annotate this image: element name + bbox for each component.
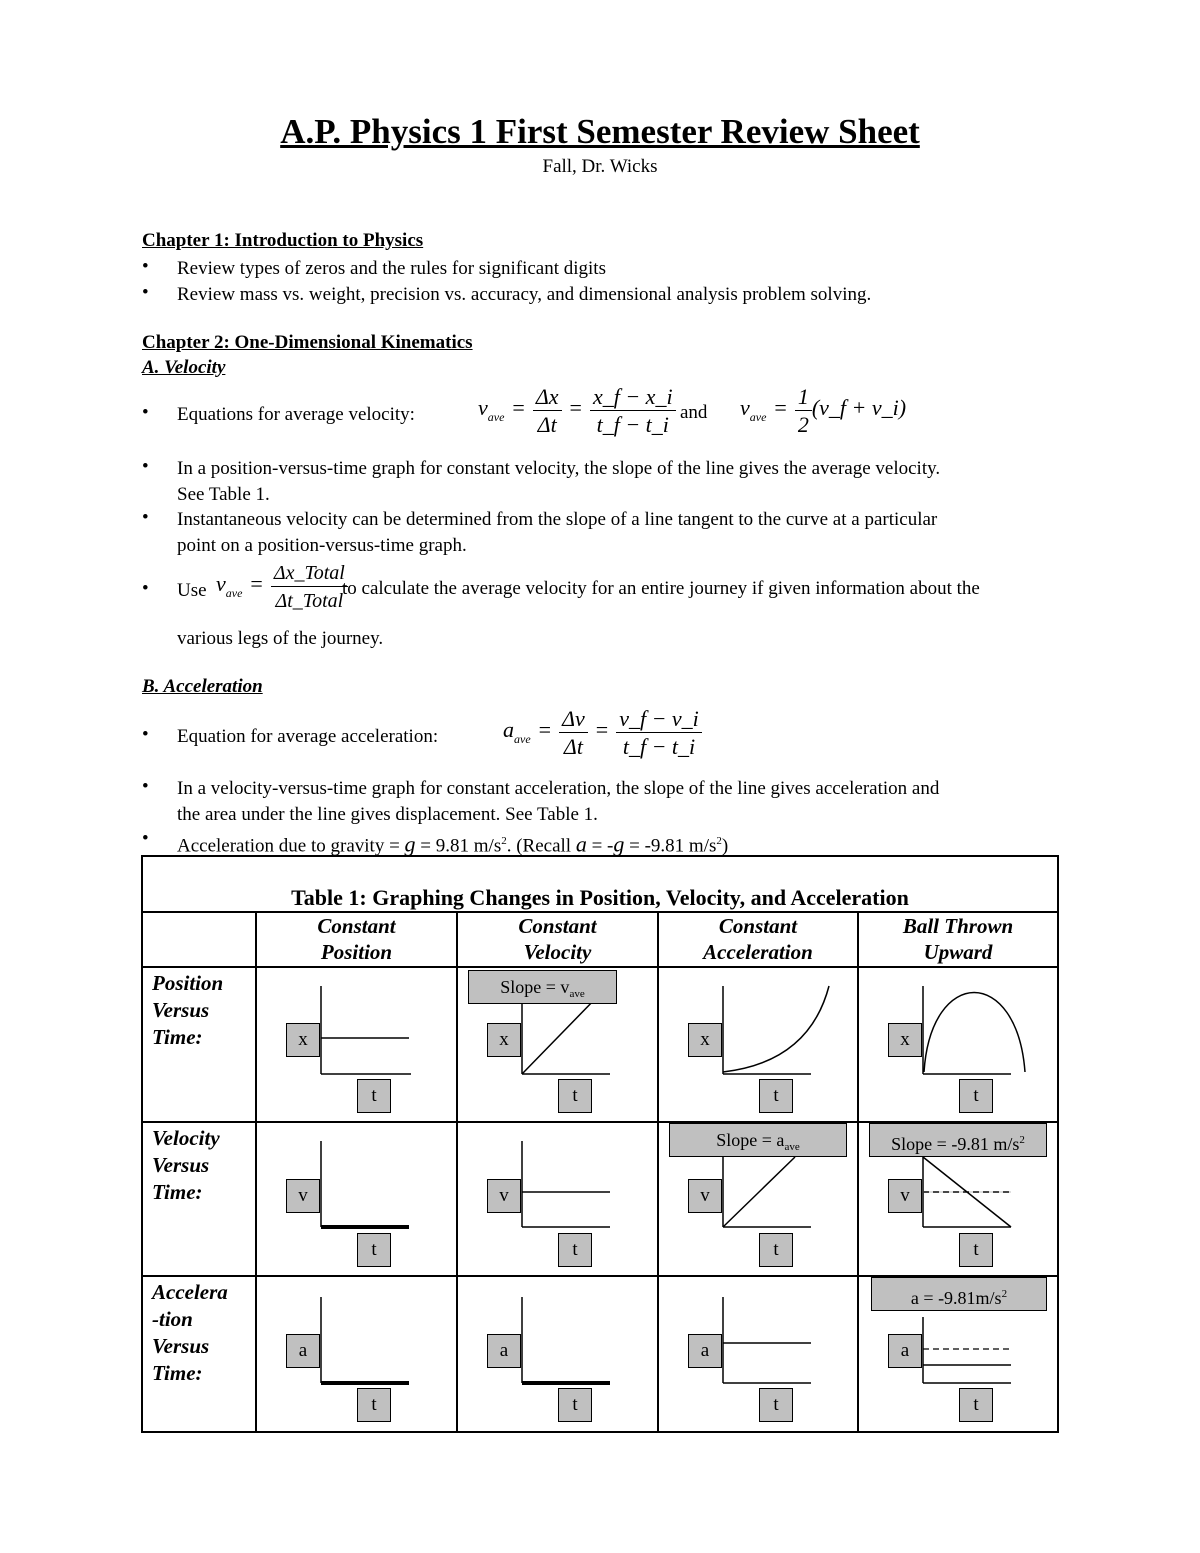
axis-label-t: t bbox=[357, 1233, 391, 1267]
graph-position-constant-acceleration bbox=[659, 968, 857, 1121]
graph-curve bbox=[522, 996, 598, 1074]
column-header-constant-acceleration: Constant Acceleration bbox=[703, 914, 813, 964]
fraction-dx-dt: $\frac{\Delta x}{\Delta t}$ bbox=[533, 384, 562, 439]
fraction-vf-vi: $\frac{v\_f - v\_i}{t\_f - t\_i}$ bbox=[616, 706, 702, 761]
fraction-xf-xi: $\frac{x\_f - x\_i}{t\_f - t\_i}$ bbox=[590, 384, 676, 439]
graph-position-constant-velocity bbox=[458, 968, 657, 1121]
total-velocity-equation: $v_{ave}$ = $\frac{\text{Δx\_Total}}{\text{Δt\_Total}}$ bbox=[216, 560, 348, 615]
and-word: and bbox=[680, 402, 708, 423]
bullet-icon: • bbox=[142, 256, 149, 277]
bullet-icon: • bbox=[142, 776, 149, 797]
velocity-bullet-4-text: to calculate the average velocity for an entire journey if given information about the bbox=[342, 578, 980, 599]
axis-label-t: t bbox=[759, 1233, 793, 1267]
axis-label-a: a bbox=[888, 1334, 922, 1368]
graph-curve bbox=[723, 1157, 795, 1227]
graph-acceleration-constant-acceleration bbox=[659, 1277, 857, 1433]
fraction-dv-dt: $\frac{\Delta v}{\Delta t}$ bbox=[559, 706, 588, 761]
graph-velocity-constant-velocity bbox=[458, 1123, 657, 1275]
axis-label-t: t bbox=[357, 1079, 391, 1113]
axis-label-t: t bbox=[558, 1233, 592, 1267]
document-page: A.P. Physics 1 First Semester Review Sheet Fall, Dr. Wicks Chapter 1: Introduction to Physics • Review types of zeros and the rules for significant digits • Review mass vs. weight, precision vs. accuracy, and dimensional analysis problem solving. Chapter 2: One-Dimensional Kinematics A. Velocity • Equations for average velocity: $v_{ave}$ = $\frac{\Delta x}{\Delta t}$ = $\frac{x\_f - x\_i}{t\_f - t\_i}$ and $v_{ave}$ = $\frac{1}{2}$ (v_f + v_i) • In a position-versus-time graph for constant velocity, the slope of the line gives the average velocity. See Table 1. • Instantaneous velocity can be determined from the slope of a line tangent to the curve at a particular point on a position-versus-time graph. • Use $v_{ave}$ = $\frac{\text{Δx\_Total}}{\text{Δt\_Total}}$ to calculate the average velocity for an entire journey if given information about the various legs of the journey. B. Acceleration • Equation for average acceleration: $a_{ave}$ = $\frac{\Delta v}{\Delta t}$ = $\frac{v\_f - v\_i}{t\_f - t\_i}$ • In a velocity-versus-time graph for constant acceleration, the slope of the line gives acceleration and the area under the line gives displacement. See Table 1. • Acceleration due to gravity = g = 9.81 $m/s^2$. (Recall a = -g = -9.81 $m/s^2$) Table 1: Graphing Changes in Position, Velocity, and Acceleration Constant Position Constant Velocity Constant Acceleration Ball Thrown Upward Position Versus Time: Velocity Versus Time: Accelera -tion Versus Time: x t Slope = $v_{ave}$ x t x t x t v t v t Slope = $a_{ave}$ v t Slope = -9.81 $m/s^2$ v t a t a t a t $a = -9.81m/s^2$ a t bbox=[0, 0, 1200, 1553]
slope-label-gravity: Slope = -9.81 $m/s^2$ bbox=[869, 1123, 1047, 1157]
chapter-2-heading: Chapter 2: One-Dimensional Kinematics bbox=[142, 332, 473, 353]
graph-acceleration-constant-position bbox=[257, 1277, 456, 1433]
column-header-ball-thrown-upward: Ball Thrown Upward bbox=[902, 914, 1014, 964]
bullet-icon: • bbox=[142, 724, 149, 745]
average-velocity-equation: $v_{ave}$ = $\frac{\Delta x}{\Delta t}$ = $\frac{x\_f - x\_i}{t\_f - t\_i}$ bbox=[478, 384, 676, 439]
chapter-1-heading: Chapter 1: Introduction to Physics bbox=[142, 230, 424, 251]
axis-label-x: x bbox=[888, 1023, 922, 1057]
graphing-table bbox=[141, 855, 1059, 1433]
acceleration-gravity-label: $a = -9.81m/s^2$ bbox=[871, 1277, 1047, 1311]
average-velocity-equation-2: $v_{ave}$ = $\frac{1}{2}$ (v_f + v_i) bbox=[740, 384, 907, 437]
axis-label-t: t bbox=[959, 1388, 993, 1422]
axis-label-t: t bbox=[959, 1233, 993, 1267]
axis-label-x: x bbox=[286, 1023, 320, 1057]
graph-velocity-ball-thrown bbox=[859, 1123, 1057, 1275]
graph-curve bbox=[723, 986, 829, 1072]
fraction-total: $\frac{\text{Δx\_Total}}{\text{Δt\_Total}}$ bbox=[271, 560, 348, 615]
fraction-one-half: $\frac{1}{2}$ bbox=[795, 384, 812, 439]
bullet-icon: • bbox=[142, 828, 149, 849]
bullet-icon: • bbox=[142, 578, 149, 599]
row-header-velocity: Velocity Versus Time: bbox=[152, 1126, 220, 1204]
graph-velocity-constant-position bbox=[257, 1123, 456, 1275]
graph-curve bbox=[924, 993, 1025, 1073]
page-title: A.P. Physics 1 First Semester Review Sheet bbox=[280, 112, 920, 151]
row-header-acceleration: Accelera -tion Versus Time: bbox=[152, 1280, 228, 1385]
axis-label-v: v bbox=[286, 1179, 320, 1213]
average-acceleration-equation: $a_{ave}$ = $\frac{\Delta v}{\Delta t}$ = $\frac{v\_f - v\_i}{t\_f - t\_i}$ bbox=[503, 706, 702, 761]
table-caption: Table 1: Graphing Changes in Position, Velocity, and Acceleration bbox=[291, 885, 909, 910]
axis-label-t: t bbox=[959, 1079, 993, 1113]
graph-acceleration-constant-velocity bbox=[458, 1277, 657, 1433]
column-header-constant-velocity: Constant Velocity bbox=[518, 914, 597, 964]
column-header-constant-position: Constant Position bbox=[317, 914, 396, 964]
bullet-icon: • bbox=[142, 282, 149, 303]
section-b-heading: B. Acceleration bbox=[142, 676, 263, 697]
axis-label-v: v bbox=[487, 1179, 521, 1213]
axis-label-a: a bbox=[487, 1334, 521, 1368]
velocity-bullet-4-line2: various legs of the journey. bbox=[177, 628, 384, 649]
section-a-heading: A. Velocity bbox=[142, 357, 226, 378]
page-subtitle: Fall, Dr. Wicks bbox=[542, 156, 658, 177]
graph-velocity-constant-acceleration bbox=[659, 1123, 857, 1275]
axis-label-a: a bbox=[286, 1334, 320, 1368]
axis-label-v: v bbox=[688, 1179, 722, 1213]
graph-position-constant-position bbox=[257, 968, 456, 1121]
slope-label-aave: Slope = $a_{ave}$ bbox=[669, 1123, 847, 1157]
axis-label-t: t bbox=[558, 1388, 592, 1422]
bullet-icon: • bbox=[142, 402, 149, 423]
graph-acceleration-ball-thrown bbox=[859, 1277, 1057, 1433]
axis-label-t: t bbox=[759, 1388, 793, 1422]
axis-label-t: t bbox=[357, 1388, 391, 1422]
axis-label-v: v bbox=[888, 1179, 922, 1213]
slope-label-vave: Slope = $v_{ave}$ bbox=[468, 970, 617, 1004]
graph-position-ball-thrown bbox=[859, 968, 1057, 1121]
bullet-icon: • bbox=[142, 507, 149, 528]
axis-label-x: x bbox=[487, 1023, 521, 1057]
axis-label-a: a bbox=[688, 1334, 722, 1368]
bullet-icon: • bbox=[142, 456, 149, 477]
axis-label-t: t bbox=[558, 1079, 592, 1113]
axis-label-t: t bbox=[759, 1079, 793, 1113]
axis-label-x: x bbox=[688, 1023, 722, 1057]
row-header-position: Position Versus Time: bbox=[152, 971, 224, 1049]
